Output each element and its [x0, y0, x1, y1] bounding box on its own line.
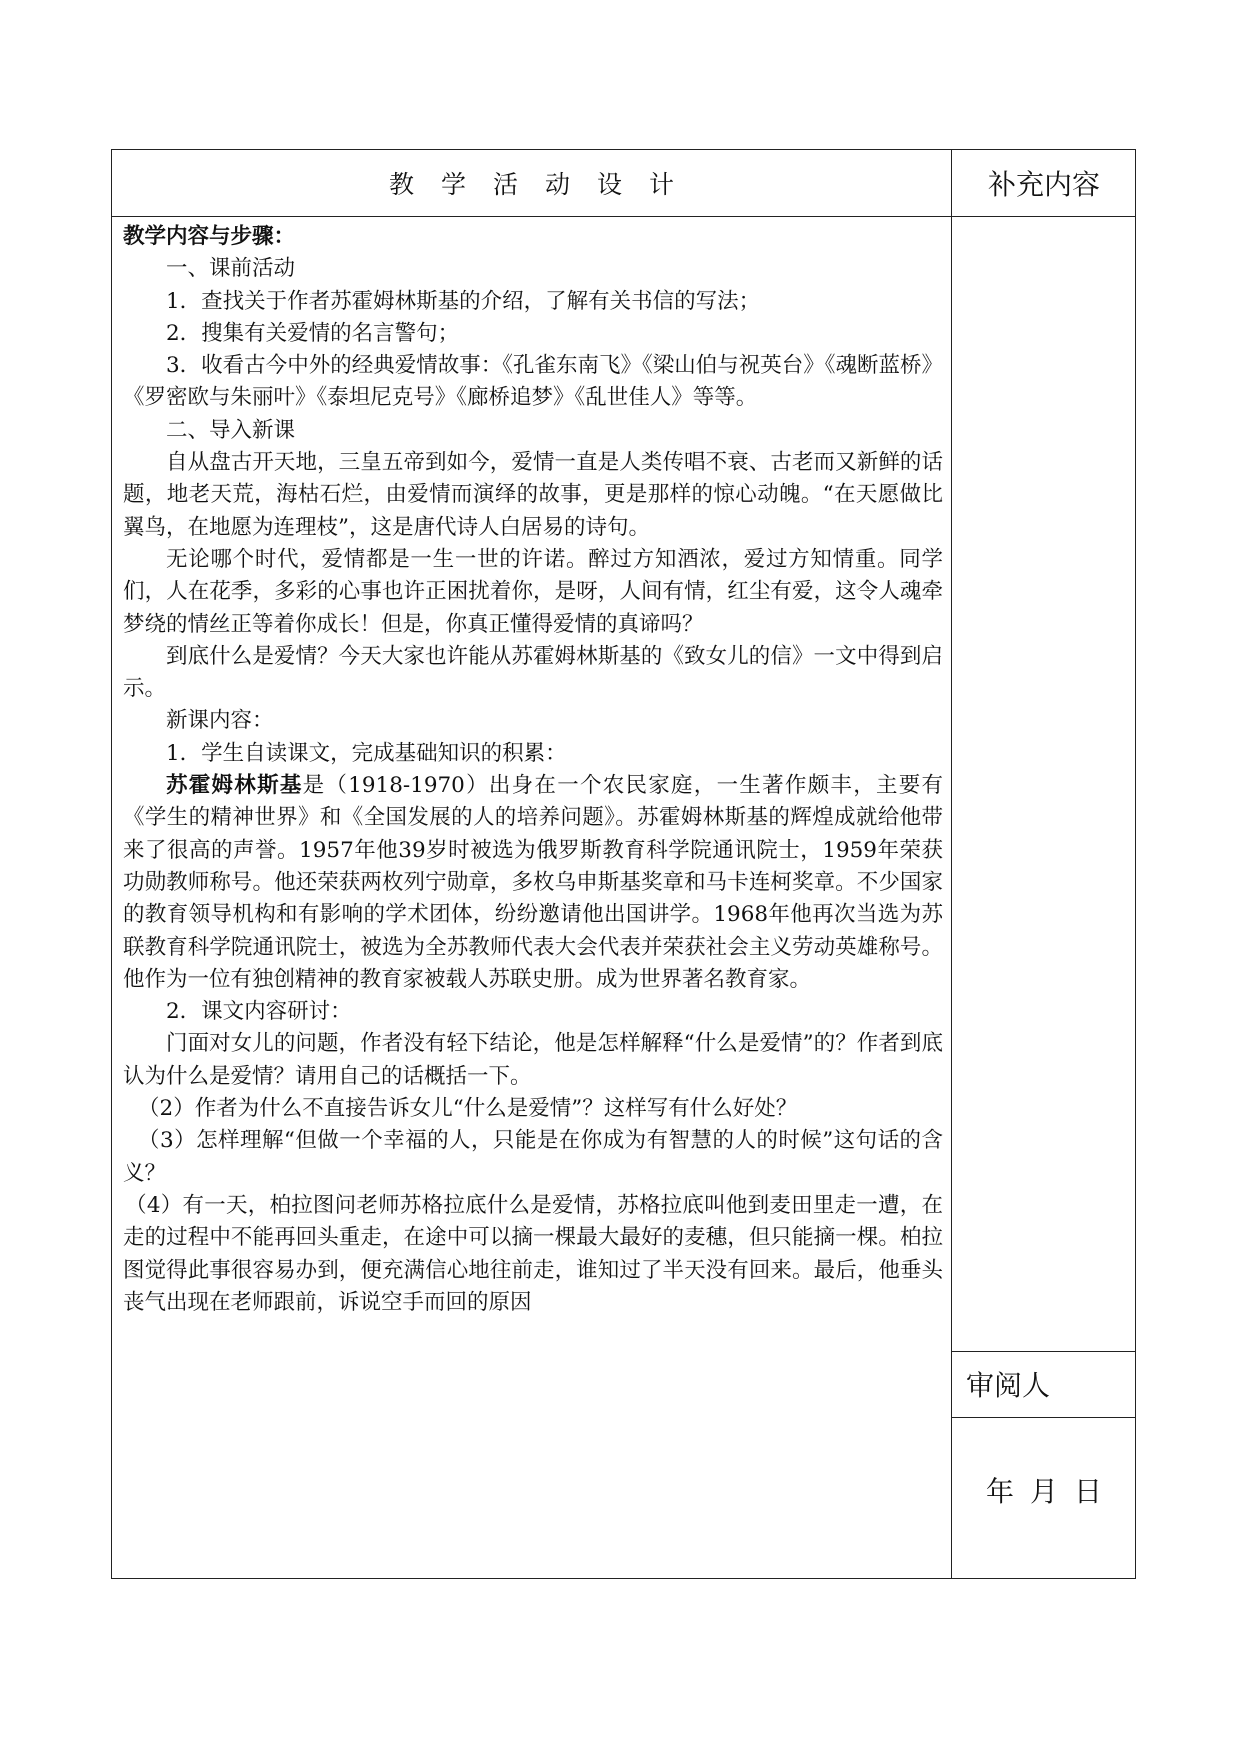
pre-class-item-3: 3．收看古今中外的经典爱情故事：《孔雀东南飞》《梁山伯与祝英台》《魂断蓝桥》《罗密欧与朱丽叶》《泰坦尼克号》《廊桥追梦》《乱世佳人》等等。 — [123, 353, 943, 411]
column-divider — [951, 150, 952, 1578]
pre-class-item-1: 1．查找关于作者苏霍姆林斯基的介绍，了解有关书信的写法； — [166, 288, 761, 314]
table-main-title: 教学活动设计 — [388, 170, 701, 199]
reviewer-bottom-divider — [951, 1417, 1135, 1418]
intro-paragraph-2: 无论哪个时代，爱情都是一生一世的许诺。醉过方知酒浓，爱过方知情重。同学们，人在花季，多彩的心事也许正困扰着你，是呀，人间有情，红尘有爱，这令人魂牵梦绕的情丝正等着你成长！但是，你真正懂得爱情的真谛吗？ — [123, 546, 943, 637]
author-bio: 是（1918-1970）出身在一个农民家庭，一生著作颇丰，主要有《学生的精神世界》和《全国发展的人的培养问题》。苏霍姆林斯基的辉煌成就给他带来了很高的声誉。1957年他39岁时被选为俄罗斯教育科学院通讯院士，1959年荣获功勋教师称号。他还荣获两枚列宁勋章，多枚乌申斯基奖章和马卡连柯奖章。不少国家的教育领导机构和有影响的学术团体，纷纷邀请他出国讲学。1968年他再次当选为苏联教育科学院通讯院士，被选为全苏教师代表大会代表并荣获社会主义劳动英雄称号。他作为一位有独创精神的教育家被载人苏联史册。成为世界著名教育家。 — [123, 773, 943, 992]
author-name: 苏霍姆林斯基 — [166, 773, 303, 799]
table-side-title: 补充内容 — [987, 168, 1100, 201]
reviewer-label: 审阅人 — [966, 1369, 1051, 1402]
date-label: 年月日 — [985, 1475, 1118, 1508]
author-bio-paragraph — [123, 770, 943, 996]
intro-paragraph-1: 自从盘古开天地，三皇五帝到如今，爱情一直是人类传唱不衰、古老而又新鲜的话题，地老天荒，海枯石烂，由爱情而演绎的故事，更是那样的惊心动魄。“在天愿做比翼鸟，在地愿为连理枝”，这是唐代诗人白居易的诗句。 — [123, 450, 943, 540]
question-1: 门面对女儿的问题，作者没有轻下结论，他是怎样解释“什么是爱情”的？作者到底认为什么是爱情？请用自己的话概括一下。 — [123, 1031, 943, 1089]
question-2: （2）作者为什么不直接告诉女儿“什么是爱情”？这样写有什么好处？ — [138, 1096, 798, 1122]
new-lesson-item-1: 1．学生自读课文，完成基础知识的积累： — [166, 740, 567, 766]
question-4: （4）有一天，柏拉图问老师苏格拉底什么是爱情，苏格拉底叫他到麦田里走一遭，在走的过程中不能再回头重走，在途中可以摘一棵最大最好的麦穗，但只能摘一棵。柏拉图觉得此事很容易办到，便充满信心地往前走，谁知过了半天没有回来。最后，他垂头丧气出现在老师跟前，诉说空手而回的原因 — [123, 1192, 943, 1315]
pre-class-heading: 一、课前活动 — [166, 256, 296, 282]
header-divider — [112, 216, 1135, 217]
intro-paragraph-3: 到底什么是爱情？今天大家也许能从苏霍姆林斯基的《致女儿的信》一文中得到启示。 — [123, 643, 943, 702]
section-title: 教学内容与步骤： — [123, 224, 296, 249]
pre-class-item-2: 2．搜集有关爱情的名言警句； — [166, 320, 460, 346]
question-3: （3）怎样理解“但做一个幸福的人，只能是在你成为有智慧的人的时候”这句话的含义？ — [123, 1128, 943, 1186]
lesson-plan-table — [111, 149, 1136, 1579]
lesson-content — [123, 221, 943, 1349]
new-lesson-heading: 新课内容： — [166, 708, 274, 734]
discussion-heading: 2．课文内容研讨： — [166, 999, 352, 1025]
intro-heading: 二、导入新课 — [166, 417, 296, 443]
